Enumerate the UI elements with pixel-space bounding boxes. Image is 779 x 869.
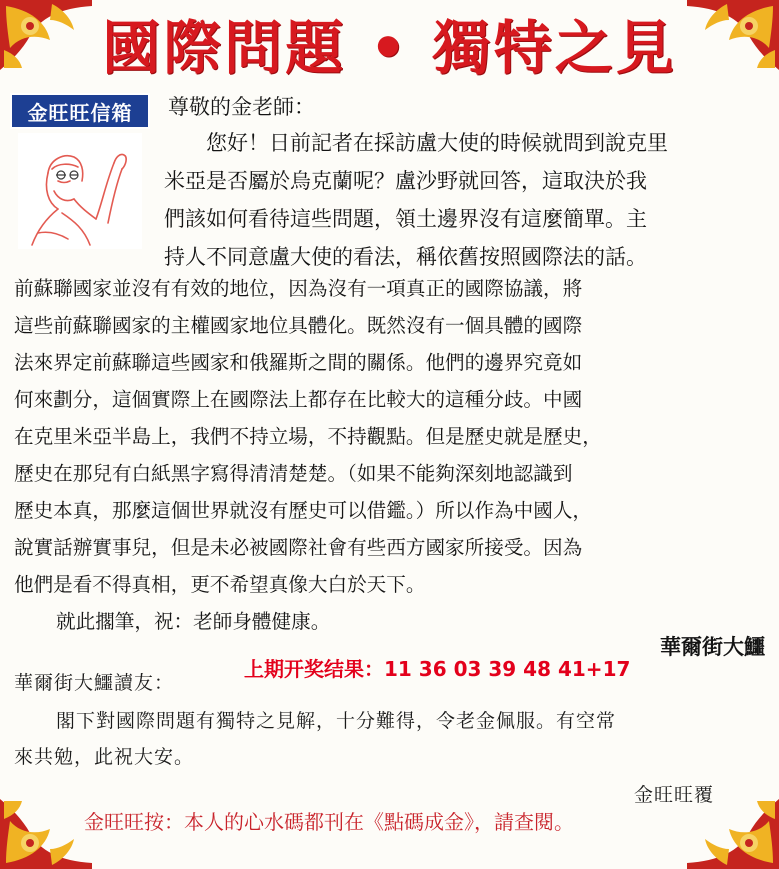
letter-line: 歷史本真，那麼這個世界就沒有歷史可以借鑑。）所以作為中國人， xyxy=(14,499,593,522)
corner-ornament-bottom-right xyxy=(687,799,779,869)
letter-line: 何來劃分，這個實際上在國際法上都存在比較大的這種分歧。中國 xyxy=(14,388,583,411)
page-title: 國際問題 • 獨特之見 xyxy=(102,14,677,82)
column-badge: 金旺旺信箱 xyxy=(10,93,150,129)
reply-salutation: 華爾街大鱷讀友： xyxy=(14,672,175,694)
letter-line: 說實話辦實事兒，但是未必被國際社會有些西方國家所接受。因為 xyxy=(14,536,583,559)
reply-signature: 金旺旺覆 xyxy=(634,784,715,806)
letter-salutation: 尊敬的金老師： xyxy=(168,95,315,119)
column-header xyxy=(10,93,150,253)
letter-line: 在克里米亞半島上，我們不持立場，不持觀點。但是歷史就是歷史， xyxy=(14,425,602,448)
letter-line: 米亞是否屬於烏克蘭呢？盧沙野就回答，這取決於我 xyxy=(164,169,647,193)
lottery-results: 上期开奖结果：11 36 03 39 48 41+17 xyxy=(244,657,631,681)
portrait-sketch-icon xyxy=(18,133,142,249)
letter-line: 們該如何看待這些問題，領土邊界沒有這麼簡單。主 xyxy=(164,207,647,231)
letter-line: 歷史在那兒有白紙黑字寫得清清楚楚。（如果不能夠深刻地認識到 xyxy=(14,462,573,485)
letter-line: 法來界定前蘇聯這些國家和俄羅斯之間的關係。他們的邊界究竟如 xyxy=(14,351,583,374)
letter-line: 您好！日前記者在採訪盧大使的時候就問到說克里 xyxy=(206,131,668,155)
letter-line: 這些前蘇聯國家的主權國家地位具體化。既然沒有一個具體的國際 xyxy=(14,314,583,337)
letter-closing: 就此擱筆，祝：老師身體健康。 xyxy=(56,610,331,633)
reply-line: 來共勉，此祝大安。 xyxy=(14,746,195,768)
letter-line: 前蘇聯國家並沒有有效的地位，因為沒有一項真正的國際協議，將 xyxy=(14,277,583,300)
letter-signature: 華爾街大鱷 xyxy=(660,634,765,659)
footer-note: 金旺旺按：本人的心水碼都刊在《點碼成金》，請查閱。 xyxy=(84,810,574,834)
reply-line: 閣下對國際問題有獨特之見解，十分難得，令老金佩服。有空常 xyxy=(56,710,617,732)
letter-line: 持人不同意盧大使的看法，稱依舊按照國際法的話。 xyxy=(164,245,647,269)
corner-ornament-bottom-left xyxy=(0,799,92,869)
letter-line: 他們是看不得真相，更不希望真像大白於天下。 xyxy=(14,573,426,596)
